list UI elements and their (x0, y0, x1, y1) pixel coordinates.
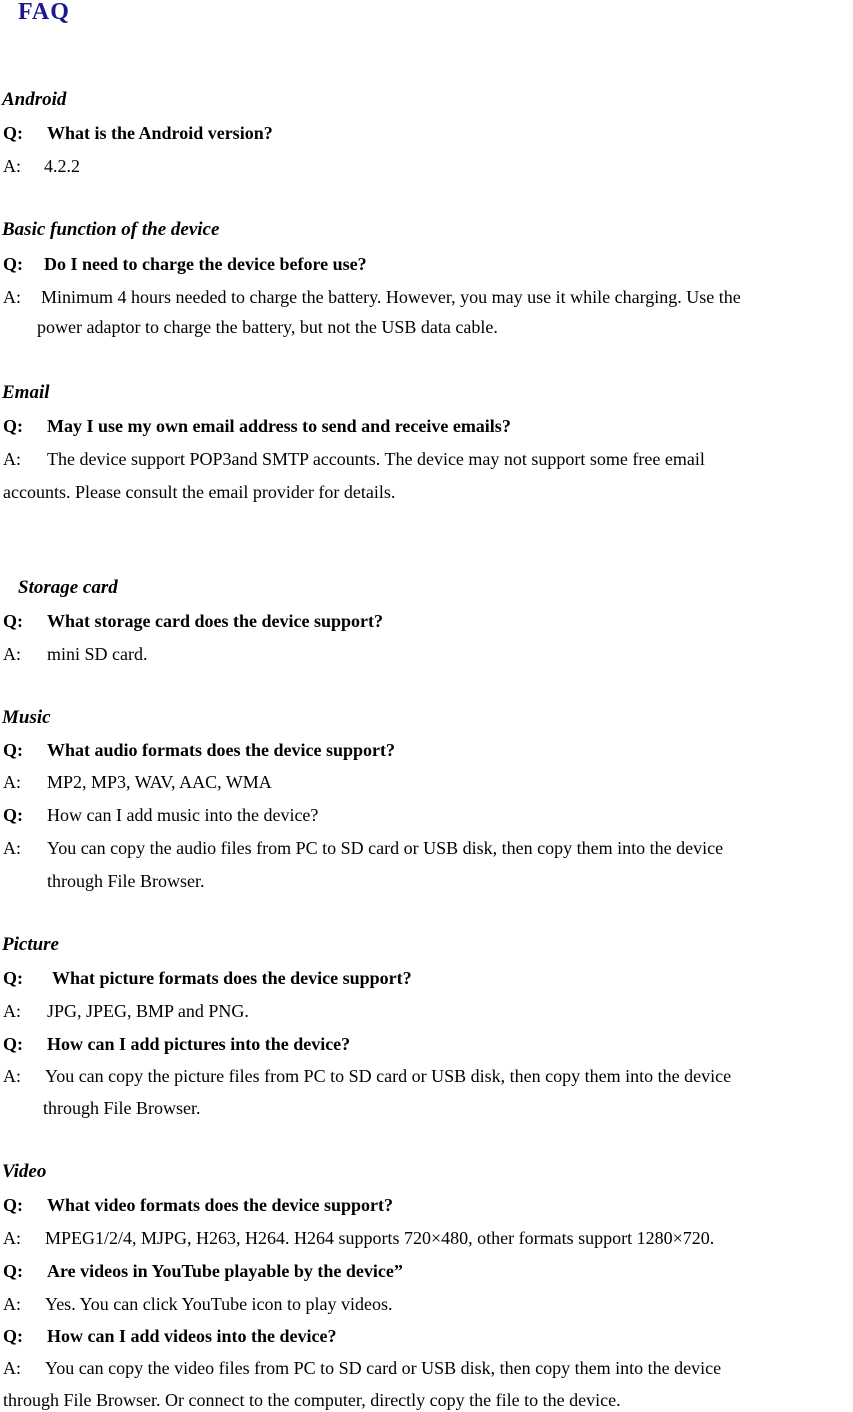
answer-add-videos-line1: You can copy the video files from PC to SD card or USB disk, then copy them into the device (45, 1358, 722, 1378)
question-add-videos: How can I add videos into the device? (47, 1326, 337, 1346)
answer-android-version: 4.2.2 (44, 156, 80, 176)
section-heading-picture: Picture (2, 934, 59, 955)
section-heading-storage: Storage card (18, 577, 118, 598)
question-label: Q: (3, 805, 23, 825)
answer-charge-line1: Minimum 4 hours needed to charge the battery. However, you may use it while charging. Use the (41, 287, 741, 307)
section-heading-email: Email (2, 382, 50, 403)
answer-label: A: (3, 644, 21, 664)
question-label: Q: (3, 968, 23, 988)
page-title: FAQ (18, 0, 70, 25)
question-add-music: How can I add music into the device? (47, 805, 319, 825)
answer-label: A: (3, 1066, 21, 1086)
question-add-pictures: How can I add pictures into the device? (47, 1034, 351, 1054)
question-youtube: Are videos in YouTube playable by the device” (47, 1261, 403, 1281)
question-label: Q: (3, 416, 23, 436)
answer-add-pictures-line2: through File Browser. (43, 1098, 201, 1118)
answer-charge-line2: power adaptor to charge the battery, but not the USB data cable. (37, 317, 498, 337)
section-heading-music: Music (2, 707, 51, 728)
answer-audio-formats: MP2, MP3, WAV, AAC, WMA (47, 772, 272, 792)
answer-add-music-line2: through File Browser. (47, 871, 205, 891)
question-label: Q: (3, 1261, 23, 1281)
answer-add-music-line1: You can copy the audio files from PC to SD card or USB disk, then copy them into the device (47, 838, 724, 858)
answer-add-videos-line2: through File Browser. Or connect to the computer, directly copy the file to the device. (3, 1390, 621, 1410)
answer-picture-formats: JPG, JPEG, BMP and PNG. (47, 1001, 249, 1021)
question-email: May I use my own email address to send and receive emails? (47, 416, 511, 436)
answer-label: A: (3, 1358, 21, 1378)
answer-storage: mini SD card. (47, 644, 148, 664)
answer-label: A: (3, 1228, 21, 1248)
question-label: Q: (3, 1034, 23, 1054)
answer-video-formats: MPEG1/2/4, MJPG, H263, H264. H264 supports 720×480, other formats support 1280×720. (45, 1228, 715, 1248)
answer-label: A: (3, 1001, 21, 1021)
answer-label: A: (3, 156, 21, 176)
question-label: Q: (3, 1326, 23, 1346)
question-label: Q: (3, 254, 23, 274)
answer-label: A: (3, 287, 21, 307)
question-audio-formats: What audio formats does the device support? (47, 740, 396, 760)
question-label: Q: (3, 740, 23, 760)
question-label: Q: (3, 611, 23, 631)
answer-email-line2: accounts. Please consult the email provider for details. (3, 482, 396, 502)
question-label: Q: (3, 1195, 23, 1215)
question-video-formats: What video formats does the device support? (47, 1195, 393, 1215)
question-android-version: What is the Android version? (47, 123, 273, 143)
section-heading-android: Android (2, 89, 67, 110)
question-storage: What storage card does the device support? (47, 611, 383, 631)
answer-add-pictures-line1: You can copy the picture files from PC to SD card or USB disk, then copy them into the device (45, 1066, 732, 1086)
answer-label: A: (3, 449, 21, 469)
question-charge: Do I need to charge the device before use? (44, 254, 367, 274)
section-heading-video: Video (2, 1161, 47, 1182)
answer-label: A: (3, 838, 21, 858)
question-picture-formats: What picture formats does the device support? (52, 968, 412, 988)
question-label: Q: (3, 123, 23, 143)
answer-email-line1: The device support POP3and SMTP accounts. The device may not support some free email (47, 449, 705, 469)
answer-label: A: (3, 1294, 21, 1314)
answer-youtube: Yes. You can click YouTube icon to play videos. (45, 1294, 393, 1314)
answer-label: A: (3, 772, 21, 792)
section-heading-basic: Basic function of the device (2, 219, 220, 240)
